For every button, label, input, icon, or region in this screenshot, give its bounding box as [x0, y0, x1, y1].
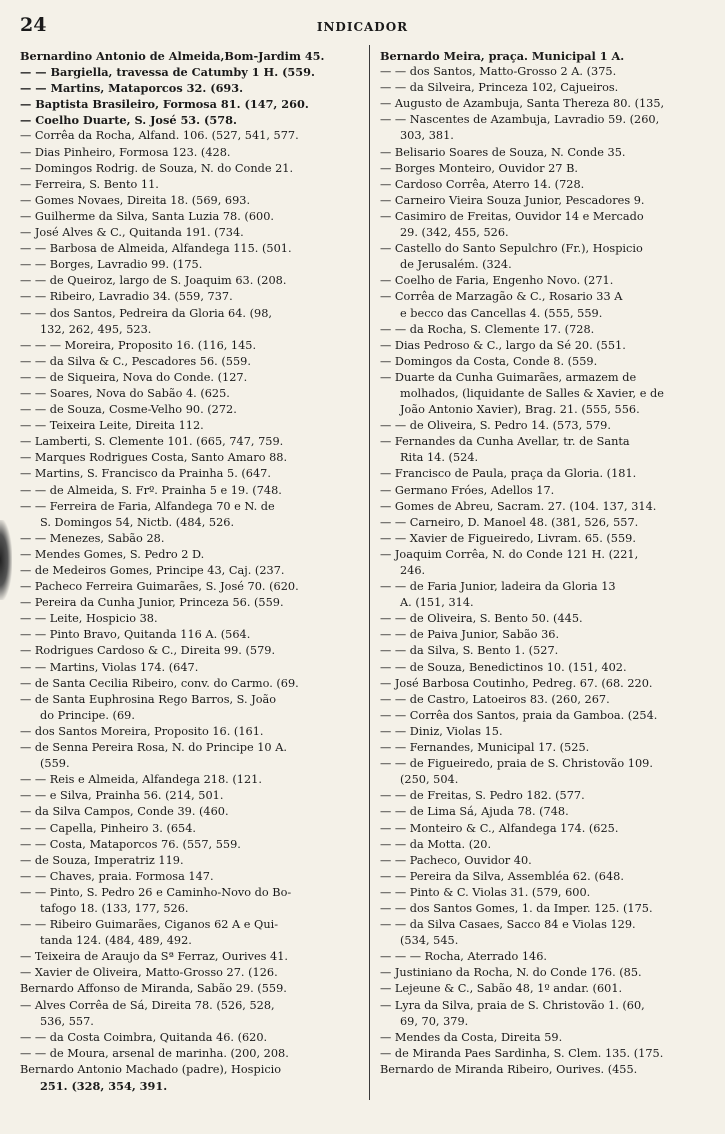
left-column: [20, 48, 354, 1094]
directory-entry-line: — — da Silva Casaes, Sacco 84 e Violas 129.: [380, 918, 636, 932]
directory-entry-line: — Guilherme da Silva, Santa Luzia 78. (600.: [20, 209, 274, 223]
directory-entry-line: — — Nascentes de Azambuja, Lavradio 59. (260,: [380, 113, 660, 127]
directory-entry-line: — — Soares, Nova do Sabão 4. (625.: [20, 386, 230, 400]
directory-entry-line: — Coelho Duarte, S. José 53. (578.: [20, 113, 237, 128]
directory-entry-line: — — — Moreira, Proposito 16. (116, 145.: [20, 338, 257, 352]
directory-entry-line: — — Ribeiro, Lavradio 34. (559, 737.: [20, 290, 233, 304]
directory-entry-line: — Pacheco Ferreira Guimarães, S. José 70. (620.: [20, 580, 299, 594]
directory-entry-line: — Marques Rodrigues Costa, Santo Amaro 88.: [20, 451, 288, 465]
directory-entry-line: 246.: [400, 564, 426, 577]
directory-entry-line: — — dos Santos, Pedreira da Gloria 64. (98,: [20, 306, 272, 320]
directory-entry-line: — — da Rocha, S. Clemente 17. (728.: [380, 322, 595, 336]
directory-entry-line: Bernardo Antonio Machado (padre), Hospicio: [20, 1062, 282, 1076]
directory-entry-line: 132, 262, 495, 523.: [40, 322, 152, 336]
directory-entry-line: 303, 381.: [400, 129, 454, 143]
directory-entry-line: (250, 504.: [400, 773, 459, 787]
directory-entry-line: — de Santa Cecilia Ribeiro, conv. do Carmo. (69.: [20, 676, 299, 690]
directory-entry-line: — Borges Monteiro, Ouvidor 27 B.: [380, 161, 578, 175]
directory-entry-line: molhados, (liquidante de Salles & Xavier, e de: [400, 386, 664, 400]
directory-entry-line: — — da Silveira, Princeza 102, Cajueiros.: [380, 81, 619, 95]
directory-entry-line: — — de Lima Sá, Ajuda 78. (748.: [380, 805, 569, 819]
directory-entry-line: — Teixeira de Araujo da Sª Ferraz, Ourives 41.: [20, 950, 289, 964]
directory-entry-line: (559.: [40, 757, 70, 771]
directory-entry-line: — Carneiro Vieira Souza Junior, Pescadores 9.: [380, 193, 645, 207]
directory-entry-line: — Justiniano da Rocha, N. do Conde 176. (85.: [380, 966, 642, 980]
directory-entry-line: — — Teixeira Leite, Direita 112.: [20, 419, 204, 433]
directory-entry-line: — — Pinto, S. Pedro 26 e Caminho-Novo do Bo-: [20, 885, 292, 899]
directory-entry-line: — Belisario Soares de Souza, N. Conde 35.: [380, 145, 626, 159]
directory-entry-line: — Castello do Santo Sepulchro (Fr.), Hospicio: [380, 242, 643, 256]
directory-entry-line: — Corrêa de Marzagão & C., Rosario 33 A: [380, 290, 623, 304]
directory-entry-line: — de Medeiros Gomes, Principe 43, Caj. (237.: [20, 564, 285, 577]
directory-entry-line: — — de Siqueira, Nova do Conde. (127.: [20, 370, 248, 384]
directory-entry-line: — — da Silva & C., Pescadores 56. (559.: [20, 354, 251, 368]
page-header: [0, 0, 725, 40]
directory-entry-line: — — de Figueiredo, praia de S. Christovão 109.: [380, 757, 653, 771]
directory-entry-line: — — de Freitas, S. Pedro 182. (577.: [380, 789, 585, 803]
directory-entry-line: — — de Oliveira, S. Bento 50. (445.: [380, 612, 583, 626]
directory-entry-line: — — Bargiella, travessa de Catumby 1 H. (559.: [20, 65, 315, 80]
directory-entry-line: — Domingos Rodrig. de Souza, N. do Conde 21.: [20, 161, 294, 175]
directory-entry-line: — — de Oliveira, S. Pedro 14. (573, 579.: [380, 419, 611, 433]
right-column: [380, 48, 710, 1078]
directory-entry-line: — Dias Pinheiro, Formosa 123. (428.: [20, 145, 231, 159]
directory-entry-line: — — Pacheco, Ouvidor 40.: [380, 853, 532, 867]
directory-entry-line: e becco das Cancellas 4. (555, 559.: [400, 306, 603, 320]
directory-entry-line: — dos Santos Moreira, Proposito 16. (161.: [20, 724, 264, 738]
directory-entry-line: Bernardino Antonio de Almeida,Bom-Jardim 45.: [20, 49, 325, 63]
directory-entry-line: — Germano Fróes, Adellos 17.: [380, 483, 555, 497]
directory-entry-line: de Jerusalém. (324.: [400, 258, 512, 272]
directory-entry-line: — Pereira da Cunha Junior, Princeza 56. (559.: [20, 596, 284, 610]
directory-entry-line: A. (151, 314.: [400, 596, 474, 610]
directory-entry-line: — Alves Corrêa de Sá, Direita 78. (526, 528,: [20, 998, 275, 1012]
directory-entry-line: — — Martins, Mataporcos 32. (693.: [20, 81, 244, 96]
directory-entry-line: — — dos Santos Gomes, 1. da Imper. 125. (175.: [380, 901, 653, 915]
directory-entry-line: — Rodrigues Cardoso & C., Direita 99. (579.: [20, 644, 276, 658]
directory-entry-line: do Principe. (69.: [40, 708, 135, 722]
directory-entry-line: — Casimiro de Freitas, Ouvidor 14 e Mercado: [380, 209, 644, 223]
directory-entry-line: — — da Motta. (20.: [380, 837, 492, 851]
directory-entry-line: — de Santa Euphrosina Rego Barros, S. João: [20, 692, 277, 706]
directory-entry-line: — — — Rocha, Aterrado 146.: [380, 950, 547, 964]
directory-entry-line: — — de Queiroz, largo de S. Joaquim 63. (208.: [20, 274, 287, 288]
page-number: 24: [20, 14, 47, 36]
directory-entry-line: Bernardo de Miranda Ribeiro, Ourives. (455.: [380, 1062, 638, 1076]
directory-entry-line: — José Barbosa Coutinho, Pedreg. 67. (68. 220.: [380, 676, 653, 690]
directory-entry-line: Rita 14. (524.: [400, 451, 479, 465]
directory-entry-line: 536, 557.: [40, 1014, 94, 1028]
directory-entry-line: — — de Almeida, S. Frº. Prainha 5 e 19. (748.: [20, 483, 282, 497]
directory-entry-line: (534, 545.: [400, 934, 459, 948]
directory-entry-line: — Lejeune & C., Sabão 48, 1º andar. (601.: [380, 982, 623, 996]
directory-entry-line: — Mendes da Costa, Direita 59.: [380, 1030, 563, 1044]
directory-entry-line: Bernardo Meira, praça. Municipal 1 A.: [380, 49, 625, 63]
directory-entry-line: — de Miranda Paes Sardinha, S. Clem. 135. (175.: [380, 1046, 664, 1060]
directory-entry-line: S. Domingos 54, Nictb. (484, 526.: [40, 515, 235, 529]
directory-entry-line: — Joaquim Corrêa, N. do Conde 121 H. (221,: [380, 547, 639, 561]
directory-entry-line: — Fernandes da Cunha Avellar, tr. de Santa: [380, 435, 630, 449]
directory-entry-line: João Antonio Xavier), Brag. 21. (555, 556.: [400, 403, 640, 417]
directory-entry-line: — Xavier de Oliveira, Matto-Grosso 27. (126.: [20, 966, 278, 980]
directory-entry-line: — Augusto de Azambuja, Santa Thereza 80. (135,: [380, 97, 665, 111]
directory-entry-line: — — Menezes, Sabão 28.: [20, 531, 165, 545]
directory-entry-line: — — de Souza, Benedictinos 10. (151, 402.: [380, 660, 627, 674]
directory-entry-line: — — Martins, Violas 174. (647.: [20, 660, 199, 674]
directory-entry-line: — Cardoso Corrêa, Aterro 14. (728.: [380, 177, 585, 191]
directory-entry-line: — — Pinto & C. Violas 31. (579, 600.: [380, 885, 591, 899]
directory-entry-line: 69, 70, 379.: [400, 1014, 469, 1028]
directory-entry-line: — Gomes Novaes, Direita 18. (569, 693.: [20, 193, 251, 207]
page-title: INDICADOR: [316, 20, 409, 34]
directory-entry-line: — — Ribeiro Guimarães, Ciganos 62 A e Qui-: [20, 918, 279, 932]
directory-entry-line: — — de Faria Junior, ladeira da Gloria 13: [380, 580, 616, 594]
directory-entry-line: — Ferreira, S. Bento 11.: [20, 177, 159, 191]
directory-entry-line: — — Corrêa dos Santos, praia da Gamboa. (254.: [380, 708, 658, 722]
directory-entry-line: — — Pereira da Silva, Assembléa 62. (648.: [380, 869, 624, 883]
directory-entry-line: — — dos Santos, Matto-Grosso 2 A. (375.: [380, 65, 617, 79]
directory-entry-line: — Duarte da Cunha Guimarães, armazem de: [380, 370, 637, 384]
directory-entry-line: — — Diniz, Violas 15.: [380, 724, 503, 738]
directory-entry-line: — — Barbosa de Almeida, Alfandega 115. (501.: [20, 242, 292, 256]
directory-entry-line: — — Pinto Bravo, Quitanda 116 A. (564.: [20, 628, 251, 642]
directory-entry-line: — Domingos da Costa, Conde 8. (559.: [380, 354, 598, 368]
directory-entry-line: — — de Souza, Cosme-Velho 90. (272.: [20, 403, 237, 417]
directory-entry-line: — — e Silva, Prainha 56. (214, 501.: [20, 789, 224, 803]
directory-entry-line: — — Xavier de Figueiredo, Livram. 65. (559.: [380, 531, 636, 545]
directory-entry-line: 29. (342, 455, 526.: [400, 226, 509, 240]
directory-entry-line: — Martins, S. Francisco da Prainha 5. (647.: [20, 467, 271, 481]
directory-entry-line: Bernardo Affonso de Miranda, Sabão 29. (559.: [20, 982, 287, 996]
directory-entry-line: — Coelho de Faria, Engenho Novo. (271.: [380, 274, 614, 288]
directory-entry-line: — — Fernandes, Municipal 17. (525.: [380, 741, 590, 755]
column-divider: [369, 45, 370, 1100]
directory-entry-line: — — Carneiro, D. Manoel 48. (381, 526, 557.: [380, 515, 639, 529]
directory-entry-line: — — da Costa Coimbra, Quitanda 46. (620.: [20, 1030, 268, 1044]
directory-entry-line: — — Borges, Lavradio 99. (175.: [20, 258, 203, 272]
directory-entry-line: — Dias Pedroso & C., largo da Sé 20. (551.: [380, 338, 626, 352]
directory-entry-line: — — Reis e Almeida, Alfandega 218. (121.: [20, 773, 262, 787]
directory-entry-line: — — de Castro, Latoeiros 83. (260, 267.: [380, 692, 610, 706]
directory-entry-line: — Lyra da Silva, praia de S. Christovão 1. (60,: [380, 998, 645, 1012]
directory-entry-line: — Corrêa da Rocha, Alfand. 106. (527, 541, 577.: [20, 129, 299, 143]
directory-entry-line: — Lamberti, S. Clemente 101. (665, 747, 759.: [20, 435, 284, 449]
directory-entry-line: — — Costa, Mataporcos 76. (557, 559.: [20, 837, 241, 851]
directory-entry-line: — Gomes de Abreu, Sacram. 27. (104. 137, 314.: [380, 499, 657, 513]
directory-entry-line: tanda 124. (484, 489, 492.: [40, 934, 192, 948]
directory-entry-line: — — Ferreira de Faria, Alfandega 70 e N. de: [20, 499, 275, 513]
page-binding-hole: [0, 520, 12, 600]
directory-entry-line: 251. (328, 354, 391.: [40, 1079, 168, 1093]
directory-entry-line: — da Silva Campos, Conde 39. (460.: [20, 805, 229, 819]
directory-entry-line: — — da Silva, S. Bento 1. (527.: [380, 644, 559, 658]
directory-entry-line: — de Senna Pereira Rosa, N. do Principe 10 A.: [20, 741, 287, 755]
directory-entry-line: — — de Paiva Junior, Sabão 36.: [380, 628, 560, 642]
directory-entry-line: tafogo 18. (133, 177, 526.: [40, 901, 189, 915]
directory-entry-line: — — de Moura, arsenal de marinha. (200, 208.: [20, 1046, 289, 1060]
directory-entry-line: — — Leite, Hospicio 38.: [20, 612, 158, 626]
directory-entry-line: — Mendes Gomes, S. Pedro 2 D.: [20, 547, 205, 561]
directory-entry-line: — — Monteiro & C., Alfandega 174. (625.: [380, 821, 619, 835]
directory-entry-line: — — Capella, Pinheiro 3. (654.: [20, 821, 197, 835]
directory-entry-line: — — Chaves, praia. Formosa 147.: [20, 869, 214, 883]
directory-entry-line: — Francisco de Paula, praça da Gloria. (181.: [380, 467, 637, 481]
directory-entry-line: — de Souza, Imperatriz 119.: [20, 853, 184, 867]
directory-entry-line: — José Alves & C., Quitanda 191. (734.: [20, 226, 244, 240]
directory-entry-line: — Baptista Brasileiro, Formosa 81. (147, 260.: [20, 97, 309, 112]
